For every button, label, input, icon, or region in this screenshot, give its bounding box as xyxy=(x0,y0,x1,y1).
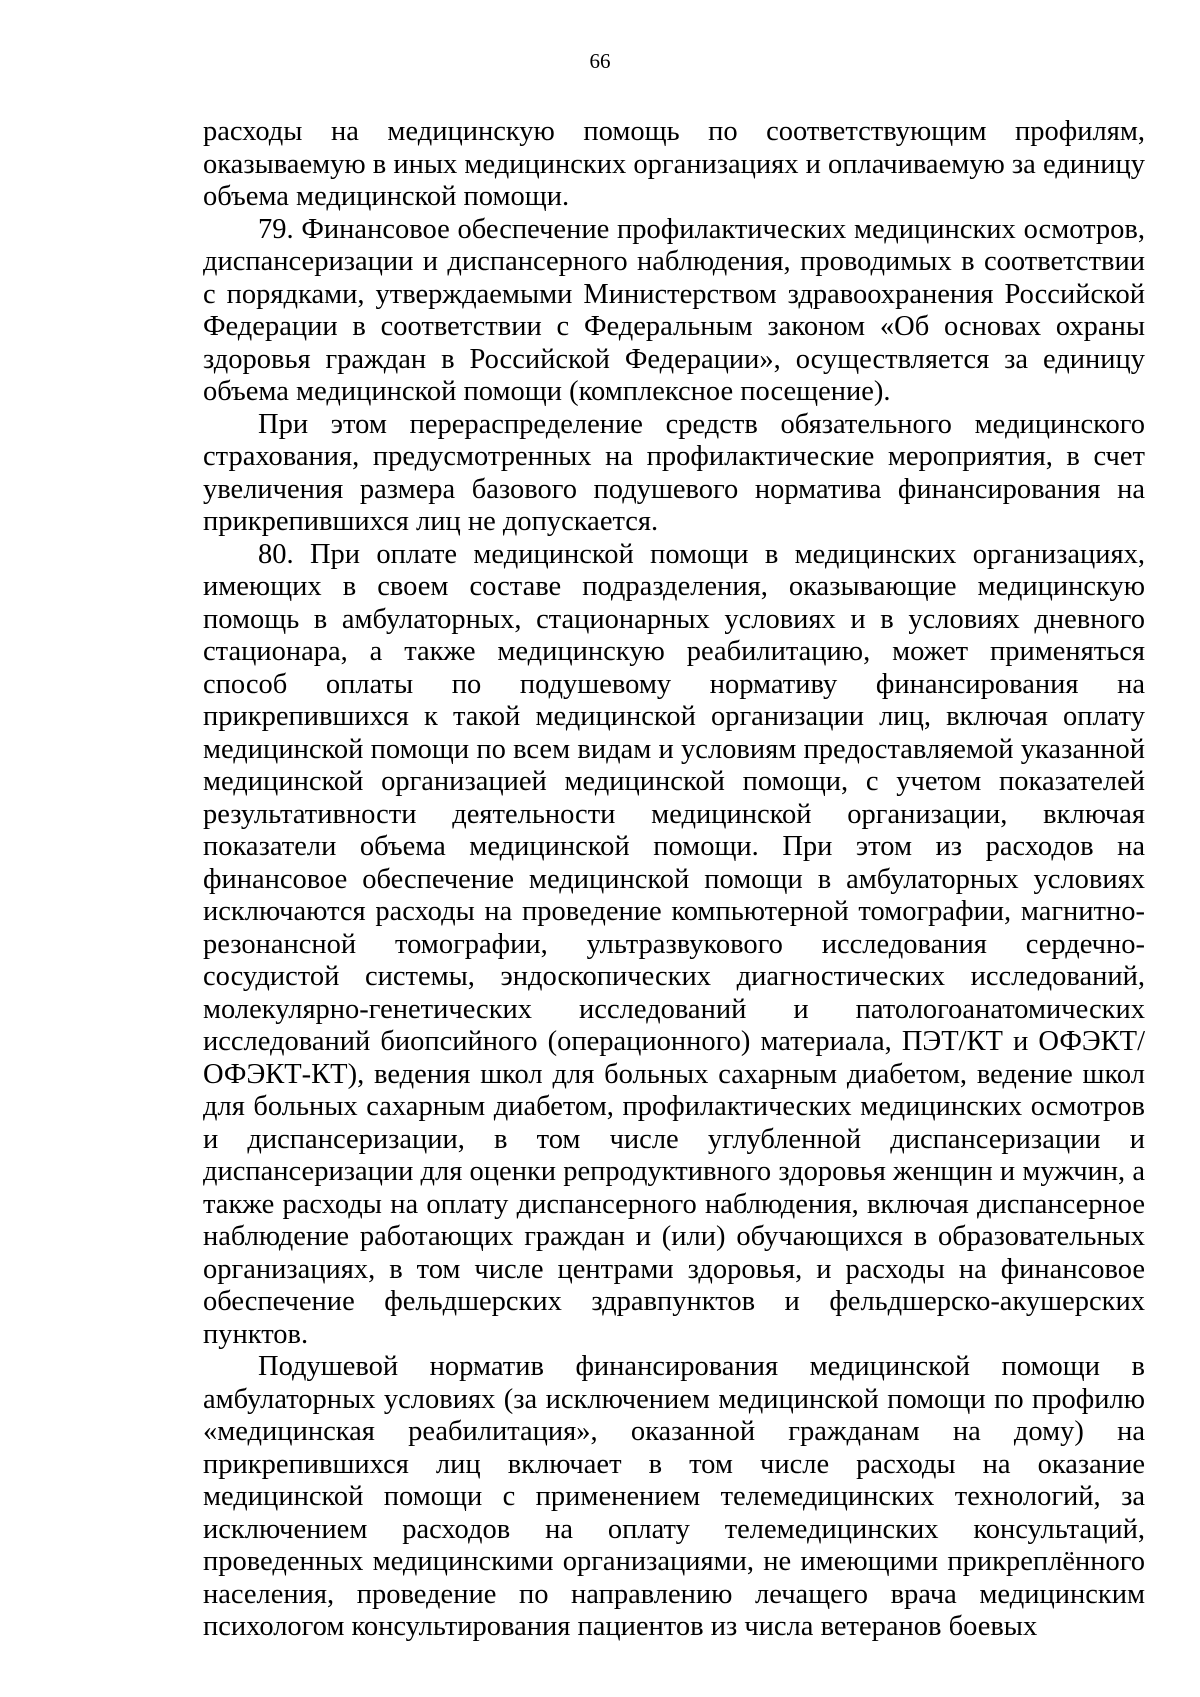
paragraph-79: 79. Финансовое обеспечение профилактических медицинских осмотров, диспансеризации и диспансерного наблюдения, проводимых в соответствии с порядками, утверждаемыми Министерством здравоохранения Российской Федерации в соответствии с Федеральным законом «Об основах охраны здоровья граждан в Российской Федерации», осуществляется за единицу объема медицинской помощи (комплексное посещение). xyxy=(203,213,1145,407)
document-body xyxy=(203,116,1145,1644)
paragraph-continuation: расходы на медицинскую помощь по соответствующим профилям, оказываемую в иных медицинских организациях и оплачиваемую за единицу объема медицинской помощи. xyxy=(203,116,1145,212)
paragraph-per-capita-norm: Подушевой норматив финансирования медицинской помощи в амбулаторных условиях (за исключением медицинской помощи по профилю «медицинская реабилитация», оказанной гражданам на дому) на прикрепившихся лиц включает в том числе расходы на оказание медицинской помощи с применением телемедицинских технологий, за исключением расходов на оплату телемедицинских консультаций, проведенных медицинскими организациями, не имеющими прикреплённого населения, проведение по направлению лечащего врача медицинским психологом консультирования пациентов из числа ветеранов боевых xyxy=(203,1351,1145,1642)
paragraph-redistribution: При этом перераспределение средств обязательного медицинского страхования, предусмотренных на профилактические мероприятия, в счет увеличения размера базового подушевого норматива финансирования на прикрепившихся лиц не допускается. xyxy=(203,408,1145,537)
page-number: 66 xyxy=(589,49,611,73)
paragraph-80: 80. При оплате медицинской помощи в медицинских организациях, имеющих в своем составе подразделения, оказывающие медицинскую помощь в амбулаторных, стационарных условиях и в условиях дневного стационара, а также медицинскую реабилитацию, может применяться способ оплаты по подушевому нормативу финансирования на прикрепившихся к такой медицинской организации лиц, включая оплату медицинской помощи по всем видам и условиям предоставляемой указанной медицинской организацией медицинской помощи, с учетом показателей результативности деятельности медицинской организации, включая показатели объема медицинской помощи. При этом из расходов на финансовое обеспечение медицинской помощи в амбулаторных условиях исключаются расходы на проведение компьютерной томографии, магнитно-резонансной томографии, ультразвукового исследования сердечно-сосудистой системы, эндоскопических диагностических исследований, молекулярно-генетических исследований и патологоанатомических исследований биопсийного (операционного) материала, ПЭТ/КТ и ОФЭКТ/ОФЭКТ-КТ), ведения школ для больных сахарным диабетом, ведение школ для больных сахарным диабетом, профилактических медицинских осмотров и диспансеризации, в том числе углубленной диспансеризации и диспансеризации для оценки репродуктивного здоровья женщин и мужчин, а также расходы на оплату диспансерного наблюдения, включая диспансерное наблюдение работающих граждан и (или) обучающихся в образовательных организациях, в том числе центрами здоровья, и расходы на финансовое обеспечение фельдшерских здравпунктов и фельдшерско-акушерских пунктов. xyxy=(203,538,1145,1350)
